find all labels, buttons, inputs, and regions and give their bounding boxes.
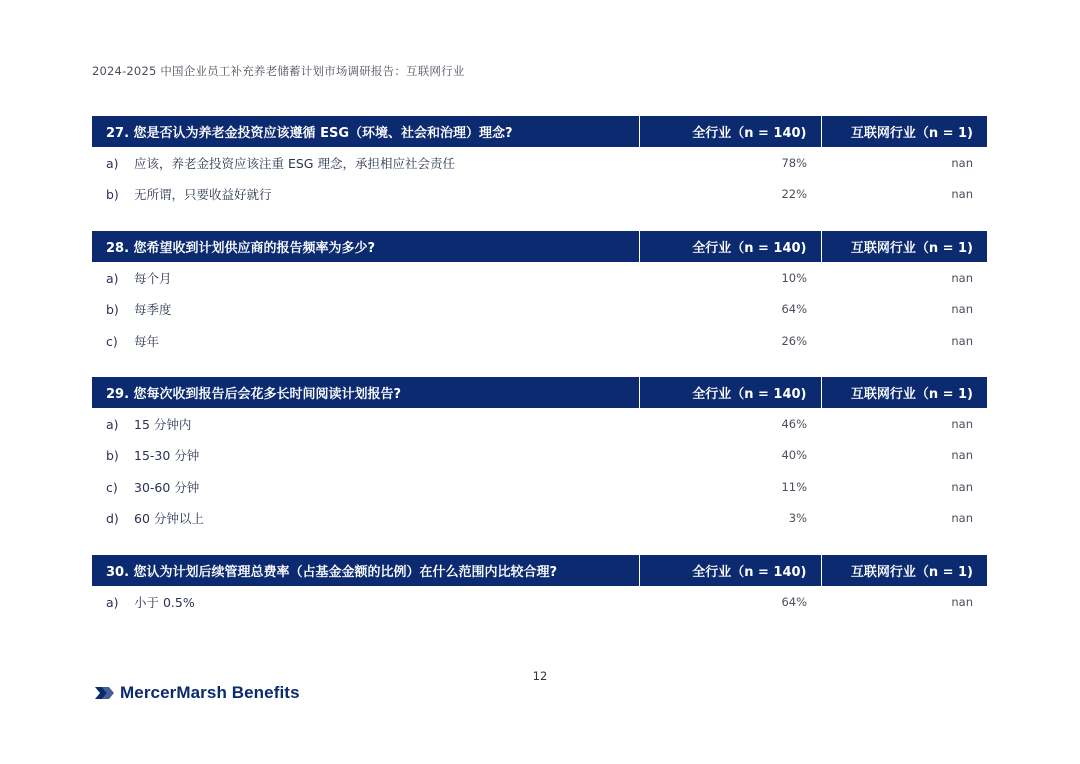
value-all-industries: 3% <box>788 511 807 526</box>
question-title: 28. 您希望收到计划供应商的报告频率为多少? <box>92 231 639 262</box>
table-header <box>92 231 987 262</box>
option-letter: a) <box>106 594 119 610</box>
option-letter: a) <box>106 155 119 171</box>
option-cell <box>92 179 639 211</box>
option-text: 每个月 <box>134 270 172 286</box>
question-title: 27. 您是否认为养老金投资应该遵循 ESG（环境、社会和治理）理念? <box>92 116 639 147</box>
option-cell <box>92 294 639 326</box>
value-all-industries: 26% <box>781 333 807 348</box>
table-row <box>92 147 987 179</box>
column-header-internet-industry: 互联网行业（n = 1) <box>821 231 987 262</box>
option-cell <box>92 408 639 440</box>
value-all-industries: 78% <box>781 155 807 170</box>
option-text: 每季度 <box>134 302 172 318</box>
value-internet-industry: nan <box>951 479 973 494</box>
value-internet-industry: nan <box>951 155 973 170</box>
option-cell <box>92 503 639 535</box>
option-text: 应该，养老金投资应该注重 ESG 理念，承担相应社会责任 <box>134 155 455 171</box>
value-all-industries: 46% <box>781 416 807 431</box>
option-cell <box>92 471 639 503</box>
option-letter: b) <box>106 302 119 318</box>
value-all-industries: 22% <box>781 187 807 202</box>
option-cell <box>92 586 639 618</box>
value-internet-industry: nan <box>951 416 973 431</box>
question-30-table <box>92 555 987 618</box>
table-row <box>92 325 987 357</box>
report-title: 2024-2025 中国企业员工补充养老储蓄计划市场调研报告：互联网行业 <box>92 64 465 78</box>
table-row <box>92 408 987 440</box>
value-internet-industry: nan <box>951 270 973 285</box>
column-header-internet-industry: 互联网行业（n = 1) <box>821 377 987 408</box>
table-header <box>92 116 987 147</box>
option-letter: c) <box>106 333 118 349</box>
option-text: 60 分钟以上 <box>134 511 204 527</box>
mercer-logo-icon <box>92 683 116 703</box>
option-letter: a) <box>106 416 119 432</box>
value-all-industries: 64% <box>781 302 807 317</box>
option-text: 30-60 分钟 <box>134 479 200 495</box>
question-27-table <box>92 116 987 210</box>
option-cell <box>92 325 639 357</box>
table-row <box>92 503 987 535</box>
column-header-all-industries: 全行业（n = 140) <box>639 231 821 262</box>
question-28-table <box>92 231 987 357</box>
value-all-industries: 64% <box>781 594 807 609</box>
table-row <box>92 179 987 211</box>
column-header-internet-industry: 互联网行业（n = 1) <box>821 555 987 586</box>
column-header-all-industries: 全行业（n = 140) <box>639 116 821 147</box>
table-row <box>92 586 987 618</box>
table-row <box>92 294 987 326</box>
brand-logo <box>92 683 300 703</box>
option-cell <box>92 262 639 294</box>
option-letter: a) <box>106 270 119 286</box>
column-header-internet-industry: 互联网行业（n = 1) <box>821 116 987 147</box>
value-all-industries: 10% <box>781 270 807 285</box>
value-internet-industry: nan <box>951 511 973 526</box>
option-letter: c) <box>106 479 118 495</box>
column-header-all-industries: 全行业（n = 140) <box>639 377 821 408</box>
value-internet-industry: nan <box>951 302 973 317</box>
option-letter: b) <box>106 187 119 203</box>
value-all-industries: 11% <box>781 479 807 494</box>
option-cell <box>92 440 639 472</box>
brand-name: MercerMarsh Benefits <box>120 683 300 702</box>
table-row <box>92 471 987 503</box>
option-letter: b) <box>106 448 119 464</box>
value-all-industries: 40% <box>781 448 807 463</box>
value-internet-industry: nan <box>951 187 973 202</box>
table-row <box>92 440 987 472</box>
option-text: 15-30 分钟 <box>134 448 200 464</box>
option-text: 15 分钟内 <box>134 416 192 432</box>
question-title: 30. 您认为计划后续管理总费率（占基金金额的比例）在什么范围内比较合理? <box>92 555 639 586</box>
option-text: 小于 0.5% <box>134 594 195 610</box>
option-cell <box>92 147 639 179</box>
question-29-table <box>92 377 987 534</box>
value-internet-industry: nan <box>951 448 973 463</box>
page-number: 12 <box>532 669 548 683</box>
column-header-all-industries: 全行业（n = 140) <box>639 555 821 586</box>
option-letter: d) <box>106 511 119 527</box>
option-text: 每年 <box>134 333 160 349</box>
table-header <box>92 377 987 408</box>
option-text: 无所谓，只要收益好就行 <box>134 187 272 203</box>
table-row <box>92 262 987 294</box>
question-title: 29. 您每次收到报告后会花多长时间阅读计划报告? <box>92 377 639 408</box>
value-internet-industry: nan <box>951 333 973 348</box>
value-internet-industry: nan <box>951 594 973 609</box>
table-header <box>92 555 987 586</box>
